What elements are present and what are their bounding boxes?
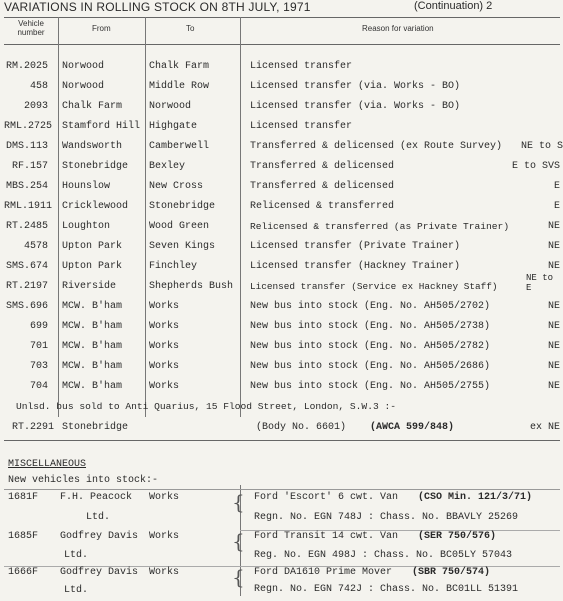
supplier-suffix: Ltd.	[86, 512, 111, 523]
supplier: Godfrey Davis	[60, 531, 139, 542]
col-divider-3	[240, 17, 241, 417]
to-garage: Bexley	[149, 161, 186, 172]
reason: Relicensed & transferred	[250, 201, 395, 212]
from-garage: MCW. B'ham	[62, 321, 123, 332]
from-garage: Wandsworth	[62, 141, 123, 152]
note: NE	[547, 341, 560, 352]
supplier: Godfrey Davis	[60, 567, 139, 578]
reason: New bus into stock (Eng. No. AH505/2755)	[250, 381, 491, 392]
reason: Licensed transfer (via. Works - BO)	[250, 81, 461, 92]
vehicle-number: 4578	[23, 241, 48, 252]
section-rule	[4, 440, 560, 441]
vehicle-number: 701	[29, 341, 48, 352]
note: E	[553, 201, 560, 212]
from-garage: MCW. B'ham	[62, 361, 123, 372]
destination: Works	[149, 492, 180, 503]
from-garage: Upton Park	[62, 241, 123, 252]
supplier-suffix: Ltd.	[64, 550, 89, 561]
reference: (CSO Min. 121/3/71)	[418, 492, 533, 503]
vehicle-number: SMS.674	[5, 261, 48, 272]
reason: Licensed transfer (Private Trainer)	[250, 241, 461, 252]
reason: Licensed transfer (Hackney Trainer)	[250, 261, 461, 272]
reason: Licensed transfer (Service ex Hackney Staff)	[250, 281, 498, 292]
note: NE	[547, 321, 560, 332]
brace-icon: {	[232, 529, 245, 553]
from-garage: Riverside	[62, 281, 117, 292]
from-garage: Stonebridge	[62, 422, 129, 433]
vehicle-number: RF.157	[11, 161, 48, 172]
vehicle-number: SMS.696	[5, 301, 48, 312]
brace-icon: {	[232, 490, 245, 514]
from-garage: Upton Park	[62, 261, 123, 272]
vehicle-number: DMS.113	[5, 141, 48, 152]
vehicle-number: 1681F	[8, 492, 39, 503]
table-top-rule	[4, 17, 560, 18]
reference: (SBR 750/574)	[412, 567, 491, 578]
from-garage: Cricklewood	[62, 201, 129, 212]
col-header-to: To	[186, 24, 195, 33]
reference: (SER 750/576)	[418, 531, 497, 542]
reason: Licensed transfer (via. Works - BO)	[250, 101, 461, 112]
to-garage: Works	[149, 301, 180, 312]
vehicle-number: RML.2725	[4, 121, 53, 132]
note: NE	[547, 381, 560, 392]
brace-icon: {	[232, 565, 245, 589]
vehicle-number: 458	[29, 81, 48, 92]
from-garage: MCW. B'ham	[62, 381, 123, 392]
header-bottom-rule	[4, 44, 560, 45]
reason: Transferred & delicensed	[250, 181, 395, 192]
misc-heading: MISCELLANEOUS	[8, 459, 87, 470]
note: NE to S	[520, 141, 563, 152]
note: E	[553, 181, 560, 192]
vehicle-number: RML.1911	[4, 201, 53, 212]
note: NE	[547, 301, 560, 312]
col-divider-2	[145, 17, 146, 417]
to-garage: Works	[149, 361, 180, 372]
supplier-suffix: Ltd.	[64, 585, 89, 596]
to-garage: New Cross	[149, 181, 204, 192]
reason: Transferred & delicensed	[250, 161, 395, 172]
vehicle-description: Ford DA1610 Prime Mover	[254, 567, 393, 578]
registration-details: Reg. No. EGN 498J : Chass. No. BC05LY 57043	[254, 550, 513, 561]
to-garage: Seven Kings	[149, 241, 216, 252]
to-garage: Highgate	[149, 121, 198, 132]
vehicle-number: 2093	[23, 101, 48, 112]
reason: New bus into stock (Eng. No. AH505/2738)	[250, 321, 491, 332]
vehicle-number: MBS.254	[5, 181, 48, 192]
reg-reference: (AWCA 599/848)	[370, 422, 455, 433]
vehicle-number: RM.2025	[5, 61, 48, 72]
vehicle-description: Ford 'Escort' 6 cwt. Van	[254, 492, 399, 503]
note: E to SVS	[511, 161, 560, 172]
reason: Transferred & delicensed (ex Route Survey)	[250, 141, 503, 152]
to-garage: Middle Row	[149, 81, 210, 92]
to-garage: Chalk Farm	[149, 61, 210, 72]
note: NE	[547, 361, 560, 372]
from-garage: Chalk Farm	[62, 101, 123, 112]
to-garage: Camberwell	[149, 141, 210, 152]
destination: Works	[149, 531, 180, 542]
vehicle-number: RT.2291	[11, 422, 54, 433]
vehicle-description: Ford Transit 14 cwt. Van	[254, 531, 399, 542]
reason: New bus into stock (Eng. No. AH505/2702)	[250, 301, 491, 312]
reason: New bus into stock (Eng. No. AH505/2782)	[250, 341, 491, 352]
supplier: F.H. Peacock	[60, 492, 133, 503]
col-header-reason: Reason for variation	[362, 24, 434, 33]
note: ex NE	[529, 422, 560, 433]
to-garage: Works	[149, 341, 180, 352]
to-garage: Wood Green	[149, 221, 210, 232]
reason: Relicensed & transferred (as Private Trainer)	[250, 221, 510, 232]
vehicle-number: 699	[29, 321, 48, 332]
page-title: VARIATIONS IN ROLLING STOCK ON 8TH JULY, 1971	[4, 0, 311, 14]
vehicle-number: 1666F	[8, 567, 39, 578]
reason: Licensed transfer	[250, 121, 353, 132]
registration-details: Regn. No. EGN 742J : Chass. No. BC01LL 51391	[254, 584, 519, 595]
to-garage: Finchley	[149, 261, 198, 272]
vehicle-number: RT.2197	[5, 281, 48, 292]
to-garage: Works	[149, 381, 180, 392]
note: NE	[547, 221, 560, 232]
to-garage: Works	[149, 321, 180, 332]
note: NE	[547, 241, 560, 252]
body-number: (Body No. 6601)	[256, 422, 347, 433]
continuation-label: (Continuation) 2	[414, 0, 493, 12]
vehicle-number: 703	[29, 361, 48, 372]
col-header-from: From	[92, 24, 111, 33]
misc-subheading: New vehicles into stock:-	[8, 475, 159, 486]
sale-heading: Unlsd. bus sold to Anti Quarius, 15 Flood Street, London, S.W.3 :-	[16, 401, 396, 412]
destination: Works	[149, 567, 180, 578]
from-garage: Norwood	[62, 81, 105, 92]
note: NE to E	[526, 273, 554, 293]
to-garage: Norwood	[149, 101, 192, 112]
from-garage: Stamford Hill	[62, 121, 141, 132]
to-garage: Stonebridge	[149, 201, 216, 212]
col-divider-1	[58, 17, 59, 417]
vehicle-number: 704	[29, 381, 48, 392]
from-garage: MCW. B'ham	[62, 341, 123, 352]
from-garage: Hounslow	[62, 181, 111, 192]
to-garage: Shepherds Bush	[149, 281, 234, 292]
from-garage: Stonebridge	[62, 161, 129, 172]
from-garage: MCW. B'ham	[62, 301, 123, 312]
registration-details: Regn. No. EGN 748J : Chass. No. BBAVLY 25269	[254, 512, 519, 523]
reason: Licensed transfer	[250, 61, 353, 72]
vehicle-number: 1685F	[8, 531, 39, 542]
from-garage: Norwood	[62, 61, 105, 72]
from-garage: Loughton	[62, 221, 111, 232]
vehicle-number: RT.2485	[5, 221, 48, 232]
col-header-vehicle: Vehicle number	[17, 19, 45, 37]
reason: New bus into stock (Eng. No. AH505/2686)	[250, 361, 491, 372]
note: NE	[547, 261, 560, 272]
